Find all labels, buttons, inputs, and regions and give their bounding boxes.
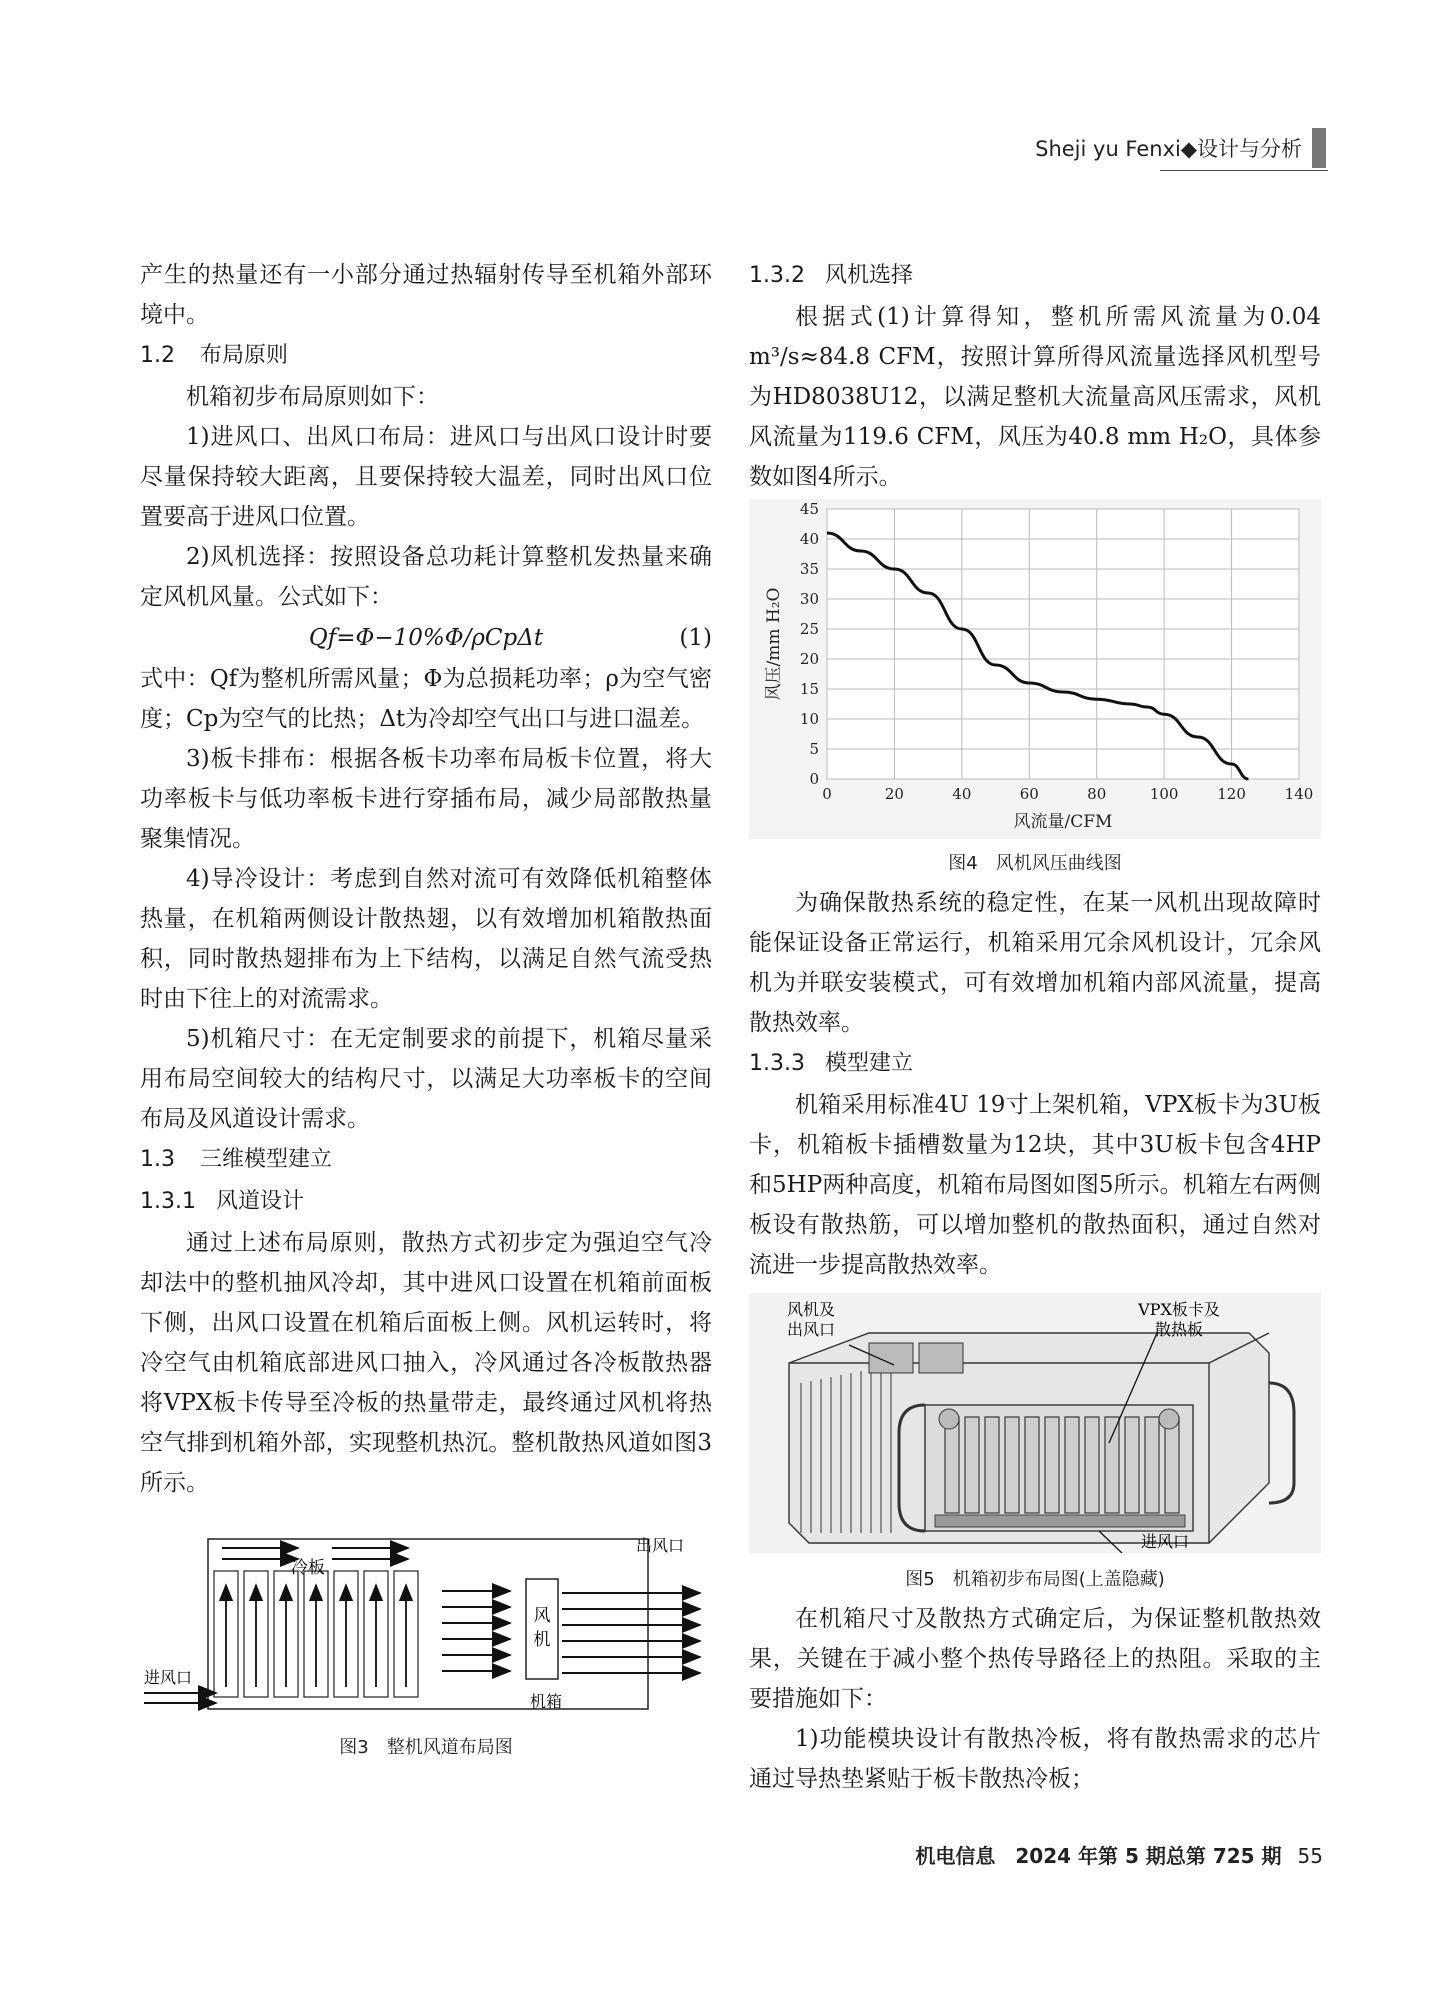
figure-caption: 图4 风机风压曲线图	[948, 853, 1122, 874]
fan-pressure-chart	[749, 499, 1321, 839]
y-tick-label: 0	[809, 770, 819, 788]
section-title: 布局原则	[200, 343, 289, 368]
section-number: 1.3.3	[749, 1051, 805, 1076]
y-tick-label: 10	[799, 710, 819, 728]
vpx-label: VPX板卡及	[1138, 1300, 1220, 1319]
header-text: Sheji yu Fenxi◆设计与分析	[1035, 137, 1302, 161]
footer	[915, 1840, 1323, 1869]
x-tick-label: 20	[884, 785, 904, 803]
x-tick-label: 120	[1217, 785, 1246, 803]
x-tick-label: 0	[822, 785, 832, 803]
y-tick-label: 25	[799, 620, 819, 638]
x-tick-label: 60	[1019, 785, 1039, 803]
y-axis-label: 风压/mm H₂O	[764, 587, 784, 701]
x-axis-label: 风流量/CFM	[1013, 812, 1113, 832]
paragraph: 机箱初步布局原则如下：	[186, 384, 439, 410]
figure-caption: 图5 机箱初步布局图(上盖隐藏)	[905, 1569, 1165, 1590]
paragraph: 根据式(1)计算得知，整机所需风流量为0.04 m³/s≈84.8 CFM，按照计算所得风流量选择风机型号为HD8038U12，以满足整机大流量高风压需求，风机风流量为119.6 CFM，风压为40.8 mm H₂O，具体参数如图4所示。	[749, 304, 1321, 490]
equation-body: Qf=Φ−10%Φ/ρCpΔt	[308, 625, 544, 651]
section-number: 1.3.1	[140, 1189, 196, 1214]
page-number: 55	[1297, 1844, 1323, 1868]
x-tick-label: 100	[1149, 785, 1179, 803]
figure-3	[140, 1521, 712, 1759]
paragraph: 在机箱尺寸及散热方式确定后，为保证整机散热效果，关键在于减小整个热传导路径上的热阻。采取的主要措施如下：	[749, 1606, 1321, 1712]
plot-area	[827, 509, 1299, 779]
section-title: 模型建立	[825, 1051, 914, 1076]
journal-info: 机电信息 2024 年第 5 期总第 725 期	[915, 1844, 1282, 1868]
y-tick-label: 40	[799, 530, 819, 548]
section-title: 风机选择	[825, 263, 914, 288]
header-bar	[1312, 128, 1326, 168]
running-header	[1035, 128, 1326, 168]
paragraph: 5)机箱尺寸：在无定制要求的前提下，机箱尽量采用布局空间较大的结构尺寸，以满足大功率板卡的空间布局及风道设计需求。	[140, 1026, 712, 1132]
section-heading	[140, 1139, 712, 1181]
section-heading	[140, 335, 712, 377]
equation	[140, 617, 712, 659]
coldplate-label: 冷板	[291, 1558, 325, 1578]
section-number: 1.3.2	[749, 263, 805, 288]
y-tick-label: 30	[799, 590, 819, 608]
subsection-heading	[140, 1181, 712, 1223]
inlet-label: 进风口	[1141, 1532, 1190, 1551]
y-tick-label: 45	[799, 500, 819, 518]
fan-label: 机	[533, 1630, 551, 1650]
fan-box	[526, 1579, 558, 1679]
outlet-label: 出风口	[635, 1536, 685, 1555]
fan-outlet-label: 风机及	[786, 1300, 836, 1319]
inlet-grille	[935, 1515, 1185, 1527]
x-tick-label: 140	[1284, 785, 1314, 803]
inlet-label: 进风口	[144, 1668, 193, 1687]
paragraph: 2)风机选择：按照设备总功耗计算整机发热量来确定风机风量。公式如下：	[140, 544, 712, 610]
chassis-illustration	[749, 1293, 1321, 1553]
paragraph: 通过上述布局原则，散热方式初步定为强迫空气冷却法中的整机抽风冷却，其中进风口设置在机箱前面板下侧，出风口设置在机箱后面板上侧。风机运转时，将冷空气由机箱底部进风口抽入，冷风通过各冷板散热器将VPX板卡传导至冷板的热量带走，最终通过风机将热空气排到机箱外部，实现整机热沉。整机散热风道如图3所示。	[140, 1230, 712, 1496]
header-rule	[1160, 170, 1328, 171]
y-tick-label: 5	[809, 740, 819, 758]
paragraph: 为确保散热系统的稳定性，在某一风机出现故障时能保证设备正常运行，机箱采用冗余风机设计，冗余风机为并联安装模式，可有效增加机箱内部风流量，提高散热效率。	[749, 890, 1321, 1036]
figure-4	[749, 499, 1321, 875]
figure-caption: 图3 整机风道布局图	[339, 1737, 513, 1758]
y-tick-label: 20	[799, 650, 819, 668]
right-column	[749, 255, 1321, 1799]
section-title: 风道设计	[216, 1189, 305, 1214]
paragraph: 产生的热量还有一小部分通过热辐射传导至机箱外部环境中。	[140, 262, 712, 328]
paragraph: 1)进风口、出风口布局：进风口与出风口设计时要尽量保持较大距离，且要保持较大温差，同时出风口位置要高于进风口位置。	[140, 424, 712, 530]
paragraph: 4)导冷设计：考虑到自然对流可有效降低机箱整体热量，在机箱两侧设计散热翅，以有效增加机箱散热面积，同时散热翅排布为上下结构，以满足自然气流受热时由下往上的对流需求。	[140, 866, 712, 1012]
x-tick-label: 40	[952, 785, 972, 803]
left-column	[140, 255, 712, 1759]
y-tick-label: 35	[799, 560, 819, 578]
section-number: 1.2	[140, 343, 175, 368]
paragraph: 3)板卡排布：根据各板卡功率布局板卡位置，将大功率板卡与低功率板卡进行穿插布局，减少局部散热量聚集情况。	[140, 746, 712, 852]
y-tick-label: 15	[799, 680, 819, 698]
subsection-heading	[749, 255, 1321, 297]
section-number: 1.3	[140, 1147, 175, 1172]
fan-outlet-label: 出风口	[786, 1320, 836, 1339]
paragraph: 1)功能模块设计有散热冷板，将有散热需求的芯片通过导热垫紧贴于板卡散热冷板；	[749, 1726, 1321, 1792]
fan-label: 风	[533, 1606, 551, 1626]
section-title: 三维模型建立	[200, 1147, 333, 1172]
chassis-label: 机箱	[530, 1692, 563, 1711]
paragraph: 式中：Qf为整机所需风量；Φ为总损耗功率；ρ为空气密度；Cp为空气的比热；Δt为冷却空气出口与进口温差。	[140, 666, 712, 732]
airflow-diagram	[140, 1521, 712, 1721]
equation-number: (1)	[679, 625, 712, 651]
figure-5	[749, 1293, 1321, 1591]
paragraph: 机箱采用标准4U 19寸上架机箱，VPX板卡为3U板卡，机箱板卡插槽数量为12块，其中3U板卡包含4HP和5HP两种高度，机箱布局图如图5所示。机箱左右两侧板设有散热筋，可以增加整机的散热面积，通过自然对流进一步提高散热效率。	[749, 1092, 1321, 1278]
vpx-label: 散热板	[1154, 1320, 1204, 1339]
subsection-heading	[749, 1043, 1321, 1085]
x-tick-label: 80	[1087, 785, 1107, 803]
